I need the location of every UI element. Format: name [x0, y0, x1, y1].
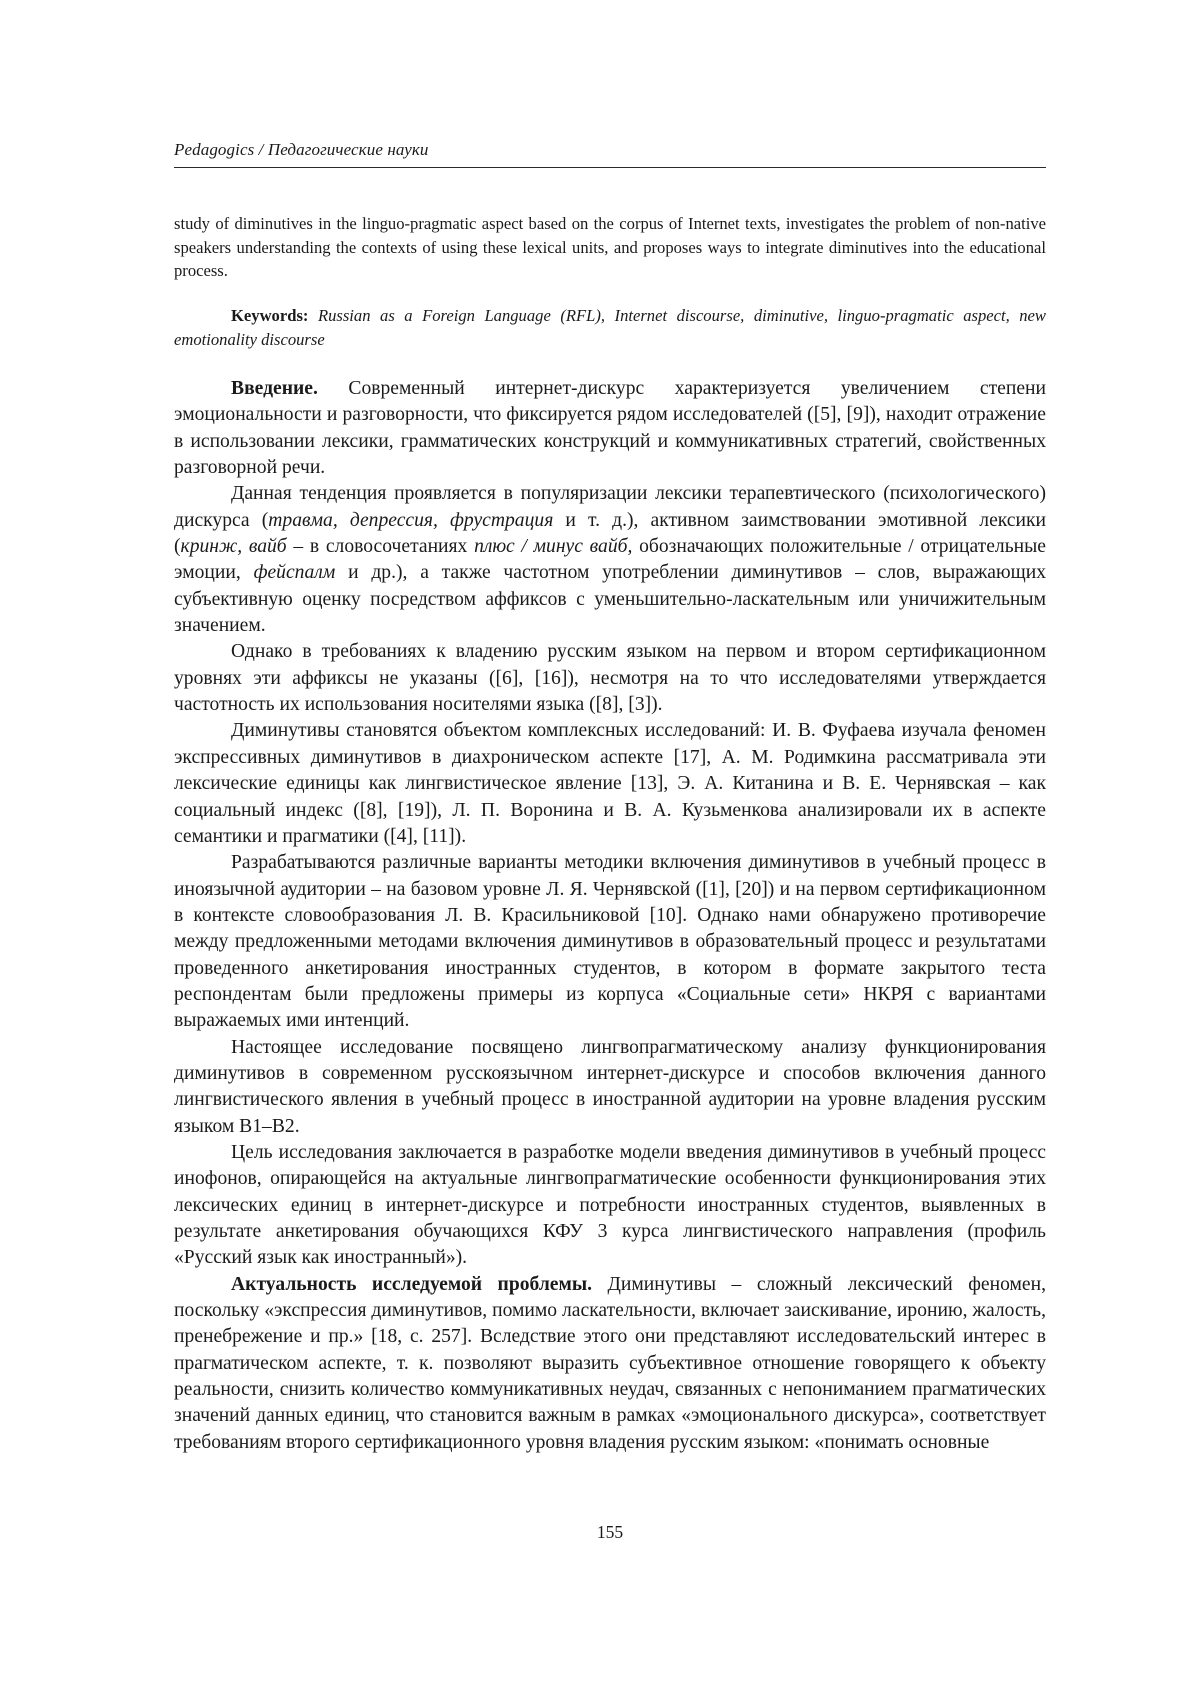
body-text [174, 376, 1046, 1456]
paragraph-tendency [174, 481, 1046, 639]
paragraph-goal: Цель исследования заключается в разработке модели введения диминутивов в учебный процесс инофонов, опирающейся на актуальные лингвопрагматические особенности функционирования этих лексических единиц в интернет-дискурсе и потребности иностранных студентов, выявленных в результате анкетирования обучающихся КФУ 3 курса лингвистического направления (профиль «Русский язык как иностранный»). [174, 1141, 1046, 1269]
running-head: Pedagogics / Педагогические науки [174, 140, 429, 159]
example-terms: фейспалм [253, 562, 336, 584]
header-rule [174, 167, 1046, 168]
paragraph-text: Данная тенденция проявляется в популяризации лексики терапевтического (психологического) дискурса ( [174, 483, 1046, 531]
abstract-text: study of diminutives in the linguo-pragmatic aspect based on the corpus of Internet texts, investigates the problem of non-native speakers understanding the contexts of using these lexical units, and proposes ways to integrate diminutives into the educational process. [174, 214, 1046, 280]
keywords-list: Russian as a Foreign Language (RFL), Internet discourse, diminutive, linguo-pragmatic aspect, new emotionality discourse [174, 306, 1046, 349]
paragraph-introduction [174, 376, 1046, 481]
paragraph-relevance [174, 1272, 1046, 1456]
paragraph-text: – в словосочетаниях [286, 536, 475, 558]
example-terms: кринж, вайб [180, 536, 287, 558]
section-heading-introduction: Введение. [231, 378, 318, 399]
paragraph-text: Современный интернет-дискурс характеризуется увеличением степени эмоциональности и разговорности, что фиксируется рядом исследователей ([5], [9]), находит отражение в использовании лексики, грамматических конструкций и коммуникативных стратегий, свойственных разговорной речи. [174, 378, 1046, 479]
keywords [174, 304, 1046, 351]
paragraph-methods: Разрабатываются различные варианты методики включения диминутивов в учебный процесс в иноязычной аудитории – на базовом уровне Л. Я. Чернявской ([1], [20]) и на первом сертификационном в контексте словообразования Л. В. Красильниковой [10]. Однако нами обнаружено противоречие между предложенными методами включения диминутивов в образовательный процесс и результатами проведенного анкетирования иностранных студентов, в котором в формате закрытого теста респондентам были предложены примеры из корпуса «Социальные сети» НКРЯ с вариантами выражаемых ими интенций. [174, 852, 1046, 1032]
paragraph-text: Диминутивы – сложный лексический феномен, поскольку «экспрессия диминутивов, помимо ласкательности, включает заискивание, иронию, жалость, пренебрежение и пр.» [18, с. 257]. Вследствие этого они представляют исследовательский интерес в прагматическом аспекте, т. к. позволяют выразить субъективное отношение говорящего к объекту реальности, снизить количество коммуникативных неудач, связанных с непониманием прагматических значений данных единиц, что становится важным в рамках «эмоционального дискурса», соответствует требованиям второго сертификационного уровня владения русским языком: «понимать основные [174, 1273, 1046, 1453]
paragraph-text: обозначающих положительные / отрицательные эмоции, [174, 536, 1046, 584]
example-terms: травма, депрессия, фрустрация [268, 509, 554, 531]
section-heading-relevance: Актуальность исследуемой проблемы. [231, 1273, 593, 1295]
paragraph-study-scope: Настоящее исследование посвящено лингвопрагматическому анализу функционирования диминутивов в современном русскоязычном интернет-дискурсе и способов включения данного лингвистического явления в учебный процесс в иностранной аудитории на уровне владения русским языком B1–B2. [174, 1036, 1046, 1137]
page-number: 155 [596, 1522, 624, 1542]
paragraph-requirements: Однако в требованиях к владению русским языком на первом и втором сертификационном уровнях эти аффиксы не указаны ([6], [16]), несмотря на то что исследователями утверждается частотность их использования носителями языка ([8], [3]). [174, 641, 1046, 716]
keywords-label: Keywords: [231, 306, 309, 325]
document-page [174, 0, 1046, 1697]
paragraph-text: и т. д.), активном заимствовании эмотивной лексики ( [174, 509, 1046, 558]
example-terms: плюс / минус вайб, [474, 536, 633, 558]
paragraph-text: и др.), а также частотном употреблении диминутивов – слов, выражающих субъективную оценку посредством аффиксов с уменьшительно-ласкательным или уничижительным значением. [174, 562, 1046, 637]
paragraph-research-review: Диминутивы становятся объектом комплексных исследований: И. В. Фуфаева изучала феномен экспрессивных диминутивов в диахроническом аспекте [17], А. М. Родимкина рассматривала эти лексические единицы как лингвистическое явление [13], Э. А. Китанина и В. Е. Чернявская – как социальный индекс ([8], [19]), Л. П. Воронина и В. А. Кузьменкова анализировали их в аспекте семантики и прагматики ([4], [11]). [174, 720, 1046, 847]
